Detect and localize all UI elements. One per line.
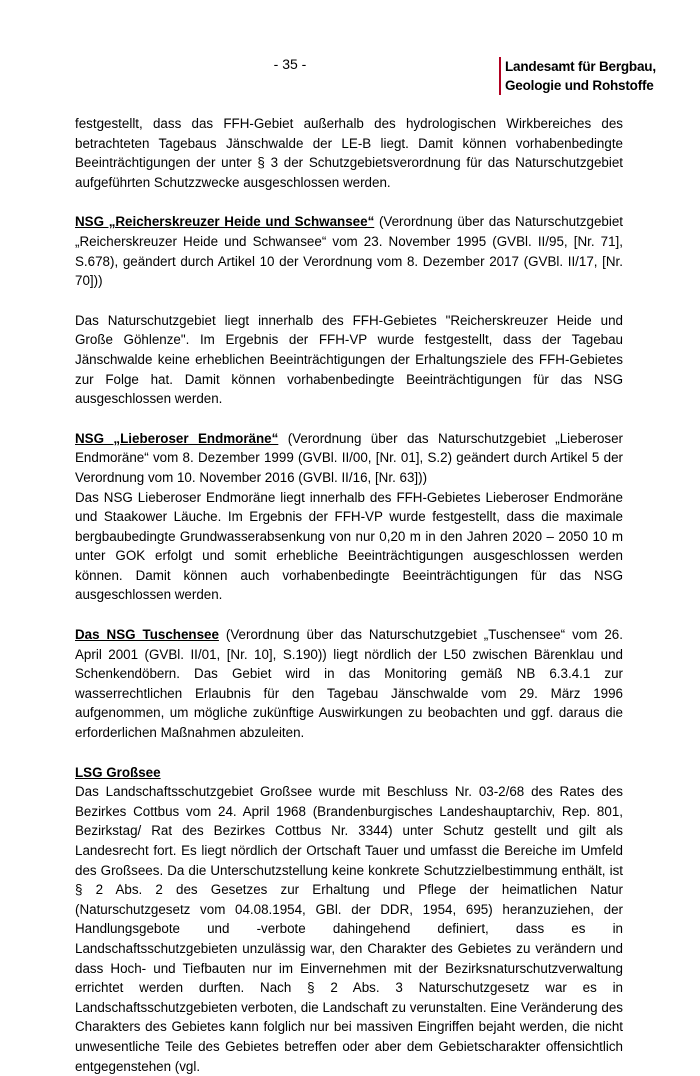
nsg-lieberoser-heading-paragraph [75,429,623,488]
nsg-tuschensee-text: (Verordnung über das Naturschutzgebiet „Tuschensee“ vom 26. April 2001 (GVBl. II/01, [Nr. 10], S.190)) liegt nördlich der L50 zwischen Bärenklau und Schenkendöbern. Das Gebiet wird in das Monitoring gemäß NB 6.3.4.1 zur wasserrechtlichen Erlaubnis für den Tagebau Jänschwalde vom 29. März 1996 aufgenommen, um mögliche zukünftige Auswirkungen zu beobachten und ggf. daraus die erforderlichen Maßnahmen abzuleiten. [75,627,623,741]
organization-line-1: Landesamt für Bergbau, [505,59,656,74]
nsg-lieberoser-heading: NSG „Lieberoser Endmoräne“ [75,430,279,446]
nsg-reicherskreuzer-heading-paragraph [75,212,623,290]
nsg-tuschensee-heading: Das NSG Tuschensee [75,627,219,643]
organization-line-2: Geologie und Rohstoffe [505,78,654,93]
nsg-reicherskreuzer-regulation: (Verordnung über das Naturschutzgebiet „Reicherskreuzer Heide und Schwansee“ vom 23. November 1995 (GVBl. II/95, [Nr. 71], S.678), geändert durch Artikel 10 der Verordnung vom 8. Dezember 2017 (GVBl. II/17, [Nr. 70])) [75,214,623,289]
lsg-grosssee-heading: LSG Großsee [75,764,161,780]
nsg-reicherskreuzer-body: Das Naturschutzgebiet liegt innerhalb des FFH-Gebietes "Reicherskreuzer Heide und Große Göhlenze". Im Ergebnis der FFH-VP wurde festgestellt, dass der Tagebau Jänschwalde keine erheblichen Beeinträchtigungen der Erhaltungsziele des FFH-Gebietes zur Folge hat. Damit können vorhabenbedingte Beeinträchtigungen für das NSG ausgeschlossen werden. [75,312,623,407]
nsg-reicherskreuzer-heading: NSG „Reicherskreuzer Heide und Schwansee“ [75,214,375,230]
nsg-lieberoser-regulation: (Verordnung über das Naturschutzgebiet „Lieberoser Endmoräne“ vom 8. Dezember 1999 (GVBl. II/00, [Nr. 01], S.2) geändert durch Artikel 5 der Verordnung vom 10. November 2016 (GVBl. II/16, [Nr. 63])) [75,430,623,485]
intro-paragraph: festgestellt, dass das FFH-Gebiet außerhalb des hydrologischen Wirkbereiches des betrachteten Tagebaus Jänschwalde der LE-B liegt. Damit können vorhabenbedingte Beeinträchtigungen der unter § 3 der Schutzgebietsverordnung für das Naturschutzgebiet aufgeführten Schutzzwecke ausgeschlossen werden. [75,116,623,190]
document-body [75,114,623,1076]
organization-header [499,57,656,95]
lsg-grosssee-body: Das Landschaftsschutzgebiet Großsee wurde mit Beschluss Nr. 03-2/68 des Rates des Bezirkes Cottbus vom 24. April 1968 (Brandenburgisches Landeshauptarchiv, Rep. 801, Bezirkstag/ Rat des Bezirkes Cottbus Nr. 3344) unter Schutz gestellt und gilt als Landesrecht fort. Es liegt nördlich der Ortschaft Tauer und umfasst die Bereiche im Umfeld des Großsees. Da die Unterschutzstellung keine konkrete Schutzzielbestimmung enthält, ist § 2 Abs. 2 des Gesetzes zur Erhaltung und Pflege der heimatlichen Natur (Naturschutzgesetz vom 04.08.1954, GBl. der DDR, 1954, 695) heranzuziehen, der Handlungsgebote und -verbote dahingehend definiert, dass es in Landschaftsschutzgebieten unzulässig war, den Charakter des Gebietes zu verändern und dass Hoch- und Tiefbauten nur im Einvernehmen mit der Bezirksnaturschutzverwaltung errichtet werden durften. Nach § 2 Abs. 3 Naturschutzgesetz war es in Landschaftsschutzgebieten verboten, die Landschaft zu verunstalten. Eine Veränderung des Charakters des Gebietes kann folglich nur bei massiven Eingriffen bejaht werden, die nicht unwesentliche Teile des Gebietes betreffen oder aber dem Gebietscharakter offensichtlich entgegenstehen (vgl. [75,784,623,1074]
nsg-lieberoser-body: Das NSG Lieberoser Endmoräne liegt innerhalb des FFH-Gebietes Lieberoser Endmoräne und Staakower Läuche. Im Ergebnis der FFH-VP wurde festgestellt, dass die maximale bergbaubedingte Grundwasserabsenkung von nur 0,20 m in den Jahren 2020 – 2050 10 m unter GOK erfolgt und somit erhebliche Beeinträchtigungen ausgeschlossen werden können. Damit können auch vorhabenbedingte Beeinträchtigungen für das NSG ausgeschlossen werden. [75,489,623,603]
nsg-tuschensee-paragraph [75,625,623,743]
page-number: - 35 - [273,56,307,72]
